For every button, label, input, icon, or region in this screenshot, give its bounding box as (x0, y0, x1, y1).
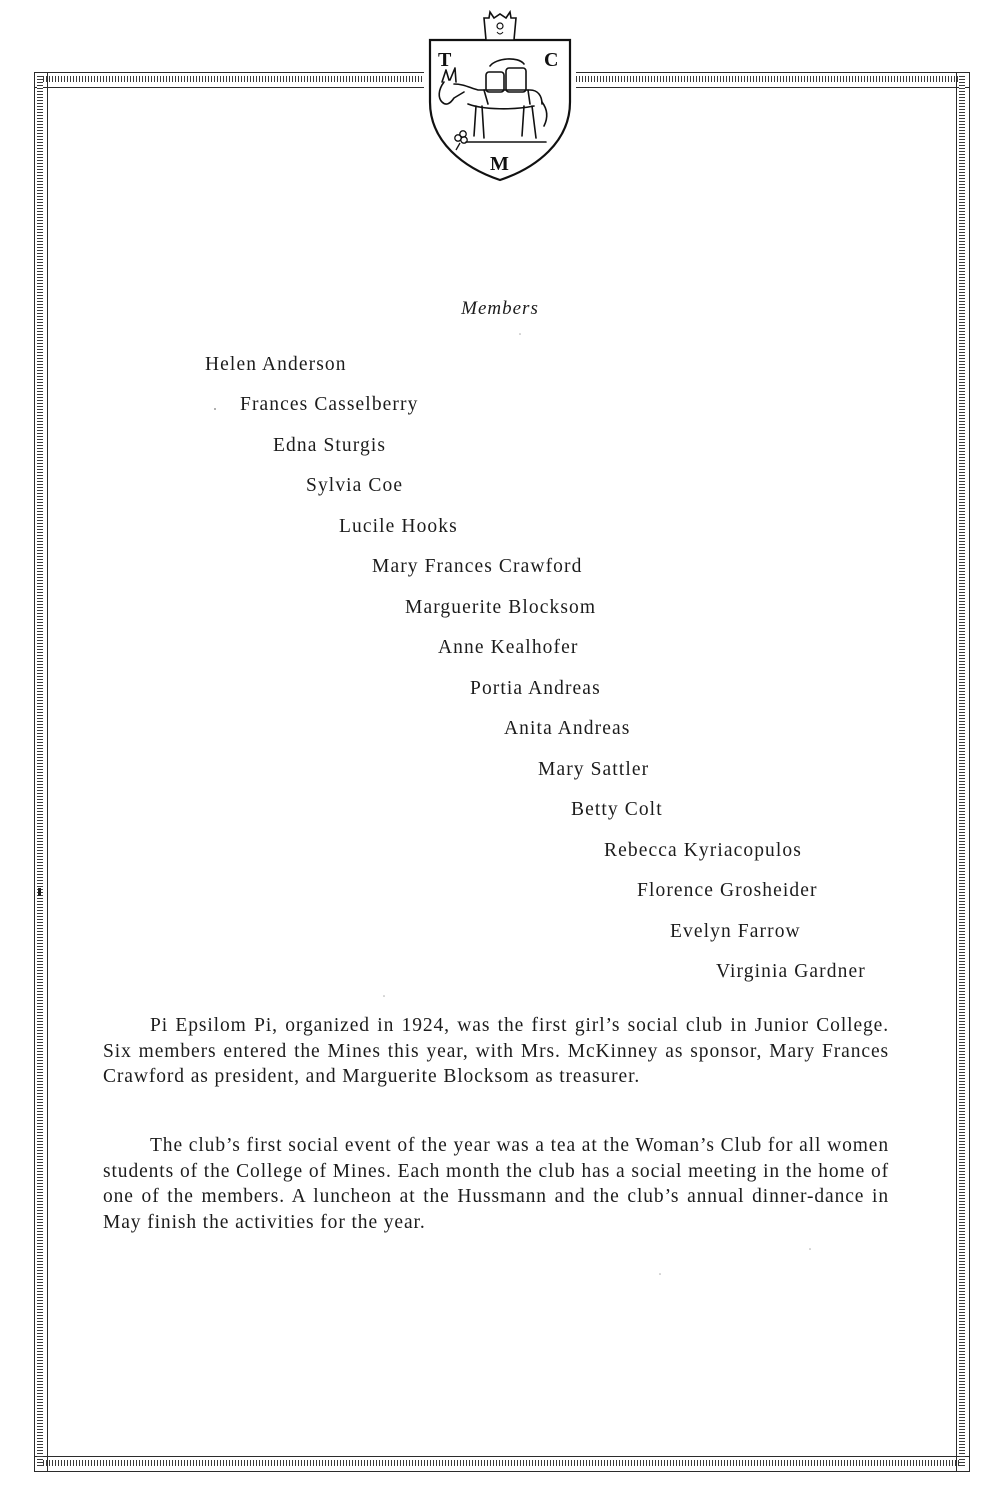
member-name: Virginia Gardner (716, 961, 866, 982)
crest-letter-m: M (490, 153, 509, 175)
crest-letter-t: T (438, 49, 452, 71)
club-history-paragraph: Pi Epsilom Pi, organized in 1924, was the first girl’s social club in Junior College. Six members entered the Mines this year, with Mrs. McKinney as sponsor, Mary Frances Crawford as president, and Marguerite Blocksom as treasurer. (103, 1015, 889, 1087)
member-name: Anne Kealhofer (438, 637, 579, 658)
member-name: Edna Sturgis (273, 435, 387, 456)
member-name: Mary Sattler (538, 759, 650, 780)
member-name: Sylvia Coe (306, 475, 404, 496)
border-bottom-rule (37, 1460, 966, 1466)
member-name: Evelyn Farrow (670, 921, 801, 942)
member-name: Marguerite Blocksom (405, 597, 597, 618)
member-name: Florence Grosheider (637, 880, 818, 901)
club-activities-paragraph: The club’s first social event of the year was a tea at the Woman’s Club for all women students of the College of Mines. Each month the club has a social meeting in the home of one of the members. A luncheon at the Hussmann and the club’s annual dinner-dance in May finish the activities for the year. (103, 1135, 889, 1233)
member-name: Frances Casselberry (240, 394, 419, 415)
member-name: Helen Anderson (205, 354, 347, 375)
member-name: Portia Andreas (470, 678, 601, 699)
member-name: Mary Frances Crawford (372, 556, 583, 577)
member-name: Anita Andreas (504, 718, 631, 739)
member-name: Lucile Hooks (339, 516, 458, 537)
member-name: Rebecca Kyriacopulos (604, 840, 802, 861)
crest-letter-c: C (544, 49, 559, 71)
member-name: Betty Colt (571, 799, 663, 820)
members-heading: Members (461, 298, 539, 319)
